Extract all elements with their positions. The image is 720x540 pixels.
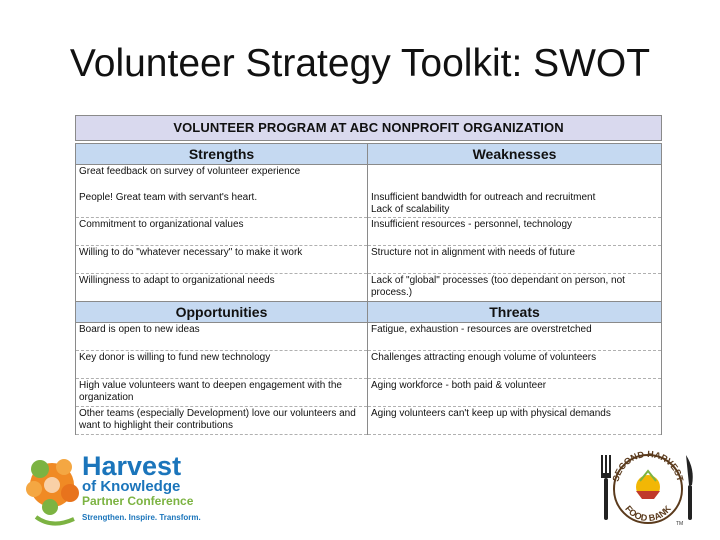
strength-cell: Willingness to adapt to organizational needs — [76, 274, 368, 302]
weakness-cell: Lack of scalability — [371, 204, 450, 215]
strength-cell: People! Great team with servant's heart. — [79, 192, 258, 203]
table-row — [76, 323, 662, 351]
weakness-cell: Structure not in alignment with needs of future — [368, 246, 662, 274]
opportunity-cell: Key donor is willing to fund new technology — [76, 351, 368, 379]
table-row — [76, 246, 662, 274]
header-row-sw — [76, 144, 662, 165]
weakness-cell: Lack of "global" processes (too dependant on person, not process.) — [368, 274, 662, 302]
opportunity-cell: High value volunteers want to deepen engagement with the organization — [76, 379, 368, 407]
food-bank-bottom-text: FOOD BANK — [623, 503, 673, 524]
header-row-ot — [76, 302, 662, 323]
leaf-cluster-icon — [26, 459, 79, 524]
opportunity-cell: Other teams (especially Development) love our volunteers and want to highlight their contributions — [76, 407, 368, 435]
threat-cell: Fatigue, exhaustion - resources are overstretched — [368, 323, 662, 351]
table-row — [76, 351, 662, 379]
threats-header: Threats — [368, 302, 662, 323]
table-banner-row — [76, 116, 662, 141]
opportunities-header: Opportunities — [76, 302, 368, 323]
table-row — [76, 379, 662, 407]
table-row — [76, 218, 662, 246]
weakness-cell: Insufficient resources - personnel, technology — [368, 218, 662, 246]
strength-cell: Commitment to organizational values — [76, 218, 368, 246]
threat-cell: Aging volunteers can't keep up with physical demands — [368, 407, 662, 435]
table-row — [76, 407, 662, 435]
second-harvest-food-bank-logo — [596, 443, 701, 528]
threat-cell: Challenges attracting enough volume of volunteers — [368, 351, 662, 379]
fork-icon — [601, 455, 611, 520]
table-banner: VOLUNTEER PROGRAM AT ABC NONPROFIT ORGANIZATION — [76, 116, 662, 141]
knife-icon — [686, 455, 693, 520]
table-row — [76, 274, 662, 302]
table-row — [76, 165, 662, 218]
strength-cell: Great feedback on survey of volunteer experience — [79, 166, 301, 177]
trademark-mark: TM — [676, 521, 684, 527]
food-bank-top-text: SECOND HARVEST — [610, 448, 686, 483]
swot-table — [75, 115, 662, 435]
harvest-of-knowledge-logo — [16, 445, 206, 530]
logo-harvest-text: Harvest — [82, 451, 182, 481]
slide-title: Volunteer Strategy Toolkit: SWOT — [69, 42, 651, 85]
logo-conference-text: Partner Conference — [82, 494, 194, 508]
strengths-header: Strengths — [76, 144, 368, 165]
opportunity-cell: Board is open to new ideas — [76, 323, 368, 351]
logo-knowledge-text: of Knowledge — [82, 478, 181, 495]
strength-cell: Willing to do "whatever necessary" to make it work — [76, 246, 368, 274]
weakness-cell: Insufficient bandwidth for outreach and recruitment — [371, 192, 596, 203]
weaknesses-header: Weaknesses — [368, 144, 662, 165]
logo-tagline-text: Strengthen. Inspire. Transform. — [82, 513, 201, 522]
threat-cell: Aging workforce - both paid & volunteer — [368, 379, 662, 407]
